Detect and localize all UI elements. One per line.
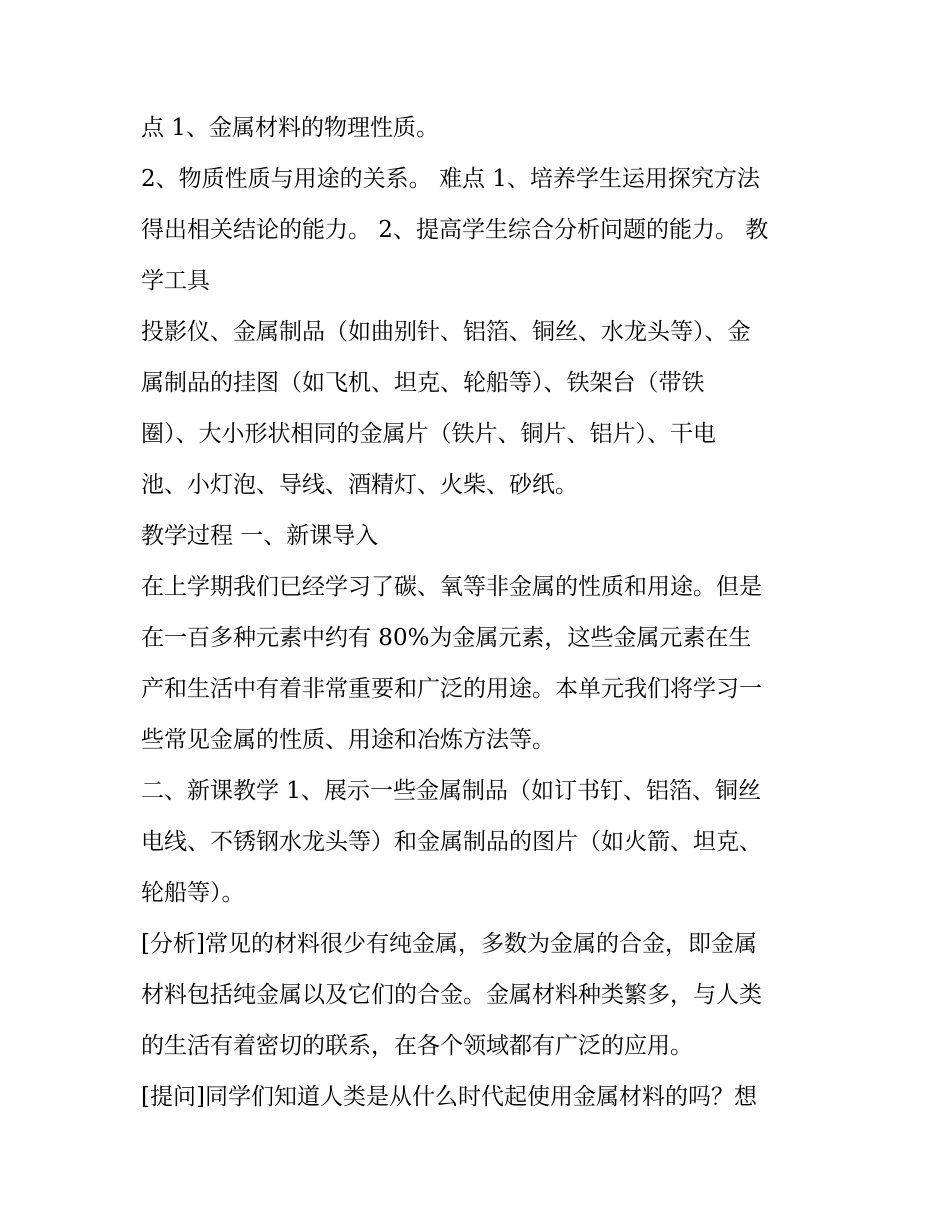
text-line: 投影仪、金属制品（如曲别针、铝箔、铜丝、水龙头等）、金 — [141, 319, 751, 345]
text-line: 材料包括纯金属以及它们的合金。金属材料种类繁多，与人类 — [141, 982, 762, 1008]
text-line: 属制品的挂图（如飞机、坦克、轮船等）、铁架台（带铁 — [141, 370, 705, 396]
text-line: 圈）、大小形状相同的金属片（铁片、铜片、铝片）、干电 — [141, 421, 716, 447]
text-line: 的生活有着密切的联系，在各个领域都有广泛的应用。 — [141, 1033, 693, 1059]
text-line: 电线、不锈钢水龙头等）和金属制品的图片（如火箭、坦克、 — [141, 829, 762, 855]
text-line: 轮船等）。 — [141, 880, 245, 906]
text-line: 池、小灯泡、导线、酒精灯、火柴、砂纸。 — [141, 472, 578, 498]
text-line: 2、物质性质与用途的关系。 难点 1、培养学生运用探究方法 — [141, 166, 760, 192]
text-line: 在一百多种元素中约有 80%为金属元素，这些金属元素在生 — [141, 625, 752, 651]
text-line: 教学过程 一、新课导入 — [141, 523, 379, 549]
text-line: 二、新课教学 1、展示一些金属制品（如订书钉、铝箔、铜丝 — [141, 778, 761, 804]
text-line: [提问]同学们知道人类是从什么时代起使用金属材料的吗？想 — [141, 1084, 757, 1110]
text-line: 产和生活中有着非常重要和广泛的用途。本单元我们将学习一 — [141, 676, 762, 702]
text-line: 学工具 — [141, 268, 210, 294]
text-line: 些常见金属的性质、用途和冶炼方法等。 — [141, 727, 555, 753]
text-line: 点 1、金属材料的物理性质。 — [141, 115, 439, 141]
text-line: [分析]常见的材料很少有纯金属，多数为金属的合金，即金属 — [141, 931, 757, 957]
text-line: 得出相关结论的能力。 2、提高学生综合分析问题的能力。 教 — [141, 217, 769, 243]
text-line: 在上学期我们已经学习了碳、氧等非金属的性质和用途。但是 — [141, 574, 762, 600]
